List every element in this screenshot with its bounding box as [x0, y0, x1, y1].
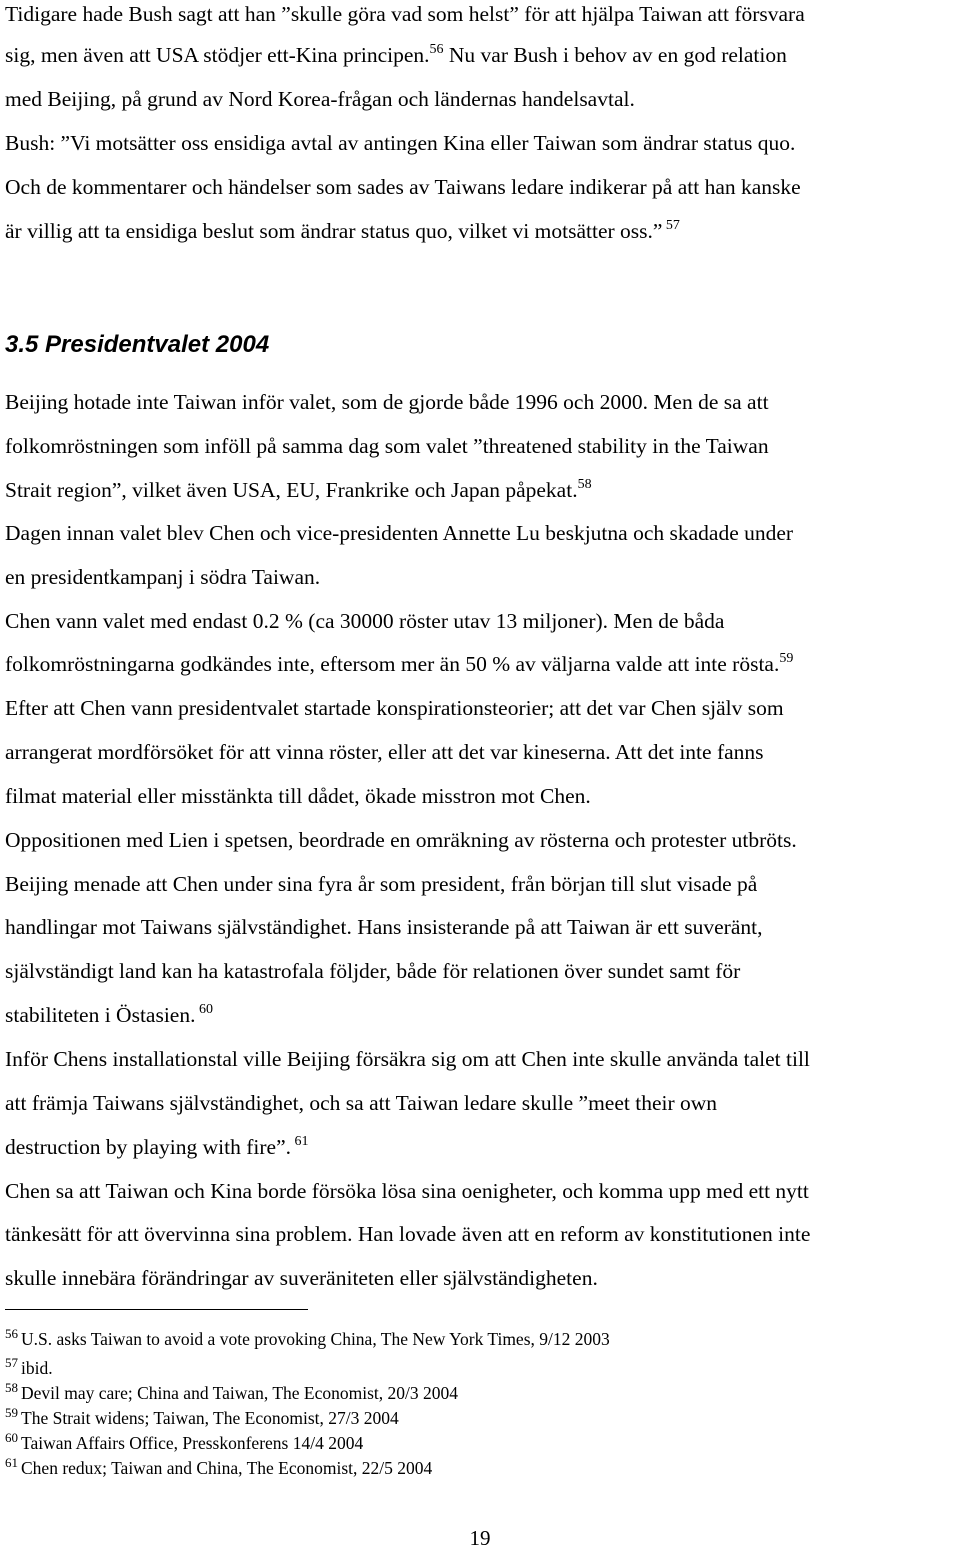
- text-line: Strait region”, vilket även USA, EU, Frankrike och Japan påpekat.$^{58}$: [5, 477, 592, 502]
- footnote-ref[interactable]: 59: [779, 651, 794, 666]
- text-line: med Beijing, på grund av Nord Korea-frågan och ländernas handelsavtal.: [5, 87, 635, 111]
- footnote-ref[interactable]: 58: [577, 477, 592, 492]
- page-number: 19: [469, 1526, 491, 1550]
- footnote: $^{58}$ Devil may care; China and Taiwan, The Economist, 20/3 2004: [5, 1380, 458, 1403]
- footnote: $^{57}$ ibid.: [5, 1355, 53, 1378]
- footnote-separator: [5, 1309, 308, 1310]
- text-line: Och de kommentarer och händelser som sades av Taiwans ledare indikerar på att han kanske: [5, 175, 801, 199]
- text-line: Chen sa att Taiwan och Kina borde försöka lösa sina oenigheter, och komma upp med ett nytt: [5, 1179, 809, 1203]
- text-line: Inför Chens installationstal ville Beijing försäkra sig om att Chen inte skulle använda talet till: [5, 1047, 810, 1071]
- text-line: en presidentkampanj i södra Taiwan.: [5, 565, 321, 589]
- text-line: Tidigare hade Bush sagt att han ”skulle göra vad som helst” för att hjälpa Taiwan att försvara: [5, 2, 805, 26]
- text-line: sig, men även att USA stödjer ett-Kina principen.$^{56}$ Nu var Bush i behov av en god relation: [5, 42, 787, 67]
- text-line: skulle innebära förändringar av suveräniteten eller självständigheten.: [5, 1266, 598, 1290]
- footnote-number: 56: [5, 1326, 18, 1341]
- text-line: arrangerat mordförsöket för att vinna röster, eller att det var kineserna. Att det inte fanns: [5, 740, 764, 764]
- text-line: filmat material eller misstänkta till dådet, ökade misstron mot Chen.: [5, 784, 591, 808]
- footnote: $^{60}$ Taiwan Affairs Office, Presskonferens 14/4 2004: [5, 1430, 364, 1453]
- text-line: stabiliteten i Östasien. $^{60}$: [5, 1002, 213, 1027]
- text-line: tänkesätt för att övervinna sina problem. Han lovade även att en reform av konstitutionen inte: [5, 1222, 811, 1246]
- footnote-number: 60: [5, 1430, 18, 1445]
- text-line: Bush: ”Vi motsätter oss ensidiga avtal av antingen Kina eller Taiwan som ändrar status quo.: [5, 131, 796, 155]
- footnote-number: 59: [5, 1405, 18, 1420]
- text-line: självständigt land kan ha katastrofala följder, både för relationen över sundet samt för: [5, 959, 741, 983]
- text-line: folkomröstningarna godkändes inte, eftersom mer än 50 % av väljarna valde att inte rösta.$^{59}$: [5, 651, 794, 676]
- footnote-ref[interactable]: 56: [429, 42, 444, 57]
- text-line: Efter att Chen vann presidentvalet startade konspirationsteorier; att det var Chen själv som: [5, 696, 784, 720]
- text-line: är villig att ta ensidiga beslut som ändrar status quo, vilket vi motsätter oss.” $^{57}$: [5, 218, 680, 243]
- text-line: Dagen innan valet blev Chen och vice-presidenten Annette Lu beskjutna och skadade under: [5, 521, 794, 545]
- footnote-number: 61: [5, 1455, 18, 1470]
- footnote-ref[interactable]: 60: [195, 1002, 213, 1017]
- text-line: Beijing menade att Chen under sina fyra år som president, från början till slut visade på: [5, 872, 758, 896]
- section-heading: 3.5 Presidentvalet 2004: [5, 331, 270, 358]
- text-line: Oppositionen med Lien i spetsen, beordrade en omräkning av rösterna och protester utbröts.: [5, 828, 797, 852]
- text-line: Chen vann valet med endast 0.2 % (ca 30000 röster utav 13 miljoner). Men de båda: [5, 609, 725, 633]
- text-line: att främja Taiwans självständighet, och sa att Taiwan ledare skulle ”meet their own: [5, 1091, 718, 1115]
- footnote-number: 57: [5, 1355, 18, 1370]
- footnote: $^{59}$ The Strait widens; Taiwan, The Economist, 27/3 2004: [5, 1405, 399, 1428]
- footnote-number: 58: [5, 1380, 18, 1395]
- footnote-ref[interactable]: 57: [662, 218, 680, 233]
- text-line: Beijing hotade inte Taiwan inför valet, som de gjorde både 1996 och 2000. Men de sa att: [5, 390, 769, 414]
- footnote: $^{61}$ Chen redux; Taiwan and China, The Economist, 22/5 2004: [5, 1455, 433, 1478]
- text-line: folkomröstningen som inföll på samma dag som valet ”threatened stability in the Taiwan: [5, 434, 769, 458]
- text-line: destruction by playing with fire”. $^{61}$: [5, 1134, 309, 1159]
- footnote: $^{56}$ U.S. asks Taiwan to avoid a vote provoking China, The New York Times, 9/12 2003: [5, 1326, 610, 1349]
- text-line: handlingar mot Taiwans självständighet. Hans insisterande på att Taiwan är ett suveränt,: [5, 915, 763, 939]
- footnote-ref[interactable]: 61: [291, 1134, 309, 1149]
